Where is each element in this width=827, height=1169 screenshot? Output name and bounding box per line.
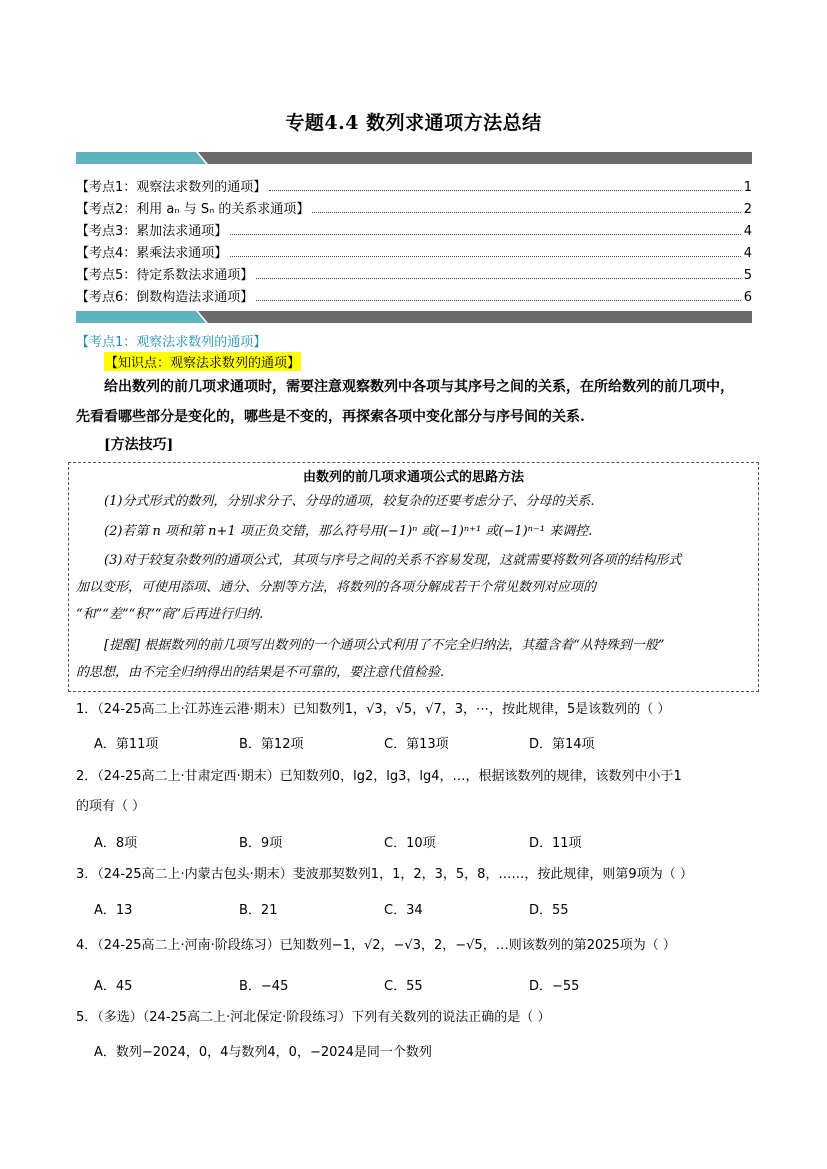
option[interactable]: C．55 xyxy=(384,979,423,994)
tips-reminder: [提醒] 根据数列的前几项写出数列的一个通项公式利用了不完全归纳法，其蕴含着“从特殊到一般” xyxy=(104,638,665,653)
option[interactable]: C．10项 xyxy=(384,836,436,851)
toc-item[interactable]: 【考点5：待定系数法求通项】 5 xyxy=(76,268,752,283)
option[interactable]: A．13 xyxy=(94,903,133,918)
tips-box-title: 由数列的前几项求通项公式的思路方法 xyxy=(302,470,524,485)
question-5-options xyxy=(94,1041,754,1060)
intro-paragraph xyxy=(76,372,756,432)
question-4: 4．（24-25高二上·河南·阶段练习）已知数列−1，√2，−√3，2，−√5，…则该数列的第2025项为（ ） xyxy=(76,938,676,953)
option[interactable]: A．45 xyxy=(94,979,133,994)
question-2-cont: 的项有（ ） xyxy=(76,799,146,814)
tips-line: 的思想，由不完全归纳得出的结果是不可靠的，要注意代值检验. xyxy=(76,665,445,680)
option[interactable]: D．11项 xyxy=(529,836,582,851)
option[interactable]: C．第13项 xyxy=(384,737,449,752)
option[interactable]: D．−55 xyxy=(529,979,580,994)
tips-line: (1)分式形式的数列，分别求分子、分母的通项，较复杂的还要考虑分子、分母的关系. xyxy=(104,494,595,509)
intro-line: 给出数列的前几项求通项时，需要注意观察数列中各项与其序号之间的关系，在所给数列的前几项中， xyxy=(104,379,734,395)
toc-item[interactable]: 【考点2：利用 aₙ 与 Sₙ 的关系求通项】 2 xyxy=(76,202,752,217)
question-1-options xyxy=(94,733,754,752)
tips-line: (2)若第 n 项和第 n+1 项正负交错，那么符号用(−1)ⁿ 或(−1)ⁿ⁺¹ 或(−1)ⁿ⁻¹ 来调控. xyxy=(104,524,593,539)
option[interactable]: C．34 xyxy=(384,903,423,918)
option[interactable]: D．55 xyxy=(529,903,569,918)
option[interactable]: B．第12项 xyxy=(239,737,304,752)
question-2-options xyxy=(94,832,754,851)
toc-item[interactable]: 【考点4：累乘法求通项】 4 xyxy=(76,246,752,261)
title-divider-band xyxy=(76,152,752,164)
option[interactable]: B．21 xyxy=(239,903,278,918)
toc-item[interactable]: 【考点6：倒数构造法求通项】 6 xyxy=(76,290,752,305)
option[interactable]: D．第14项 xyxy=(529,737,595,752)
option[interactable]: B．−45 xyxy=(239,979,289,994)
section-heading: 【考点1：观察法求数列的通项】 xyxy=(76,335,267,350)
tips-line: “和”“差”“积”“商”后再进行归纳. xyxy=(76,607,264,622)
question-5: 5．（多选）（24-25高二上·河北保定·阶段练习）下列有关数列的说法正确的是（ ） xyxy=(76,1010,551,1025)
option[interactable]: A．8项 xyxy=(94,836,138,851)
method-label: [方法技巧] xyxy=(104,437,174,453)
page-title: 专题4.4 数列求通项方法总结 xyxy=(285,112,542,134)
option[interactable]: B．9项 xyxy=(239,836,283,851)
knowledge-point-label: 【知识点：观察法求数列的通项】 xyxy=(104,352,301,371)
toc-divider-band xyxy=(76,311,752,323)
tips-line: (3)对于较复杂数列的通项公式，其项与序号之间的关系不容易发现，这就需要将数列各项的结构形式 xyxy=(104,553,682,568)
question-1: 1．（24-25高二上·江苏连云港·期末）已知数列1，√3，√5，√7，3，⋯，按此规律，5是该数列的（ ） xyxy=(76,702,671,717)
question-3-options xyxy=(94,899,754,918)
option[interactable]: A．第11项 xyxy=(94,737,159,752)
question-2: 2．（24-25高二上·甘肃定西·期末）已知数列0，lg2，lg3，lg4，…，根据该数列的规律，该数列中小于1 xyxy=(76,769,682,784)
intro-line: 先看看哪些部分是变化的，哪些是不变的，再探索各项中变化部分与序号间的关系. xyxy=(76,409,585,425)
toc-item[interactable]: 【考点1：观察法求数列的通项】 1 xyxy=(76,180,752,195)
tips-line: 加以变形，可使用添项、通分、分割等方法，将数列的各项分解成若干个常见数列对应项的 xyxy=(76,580,597,595)
option[interactable]: A．数列−2024，0，4与数列4，0，−2024是同一个数列 xyxy=(94,1045,432,1060)
question-4-options xyxy=(94,975,754,994)
toc-item[interactable]: 【考点3：累加法求通项】 4 xyxy=(76,224,752,239)
question-3: 3．（24-25高二上·内蒙古包头·期末）斐波那契数列1，1，2，3，5，8，……，按此规律，则第9项为（ ） xyxy=(76,867,693,882)
